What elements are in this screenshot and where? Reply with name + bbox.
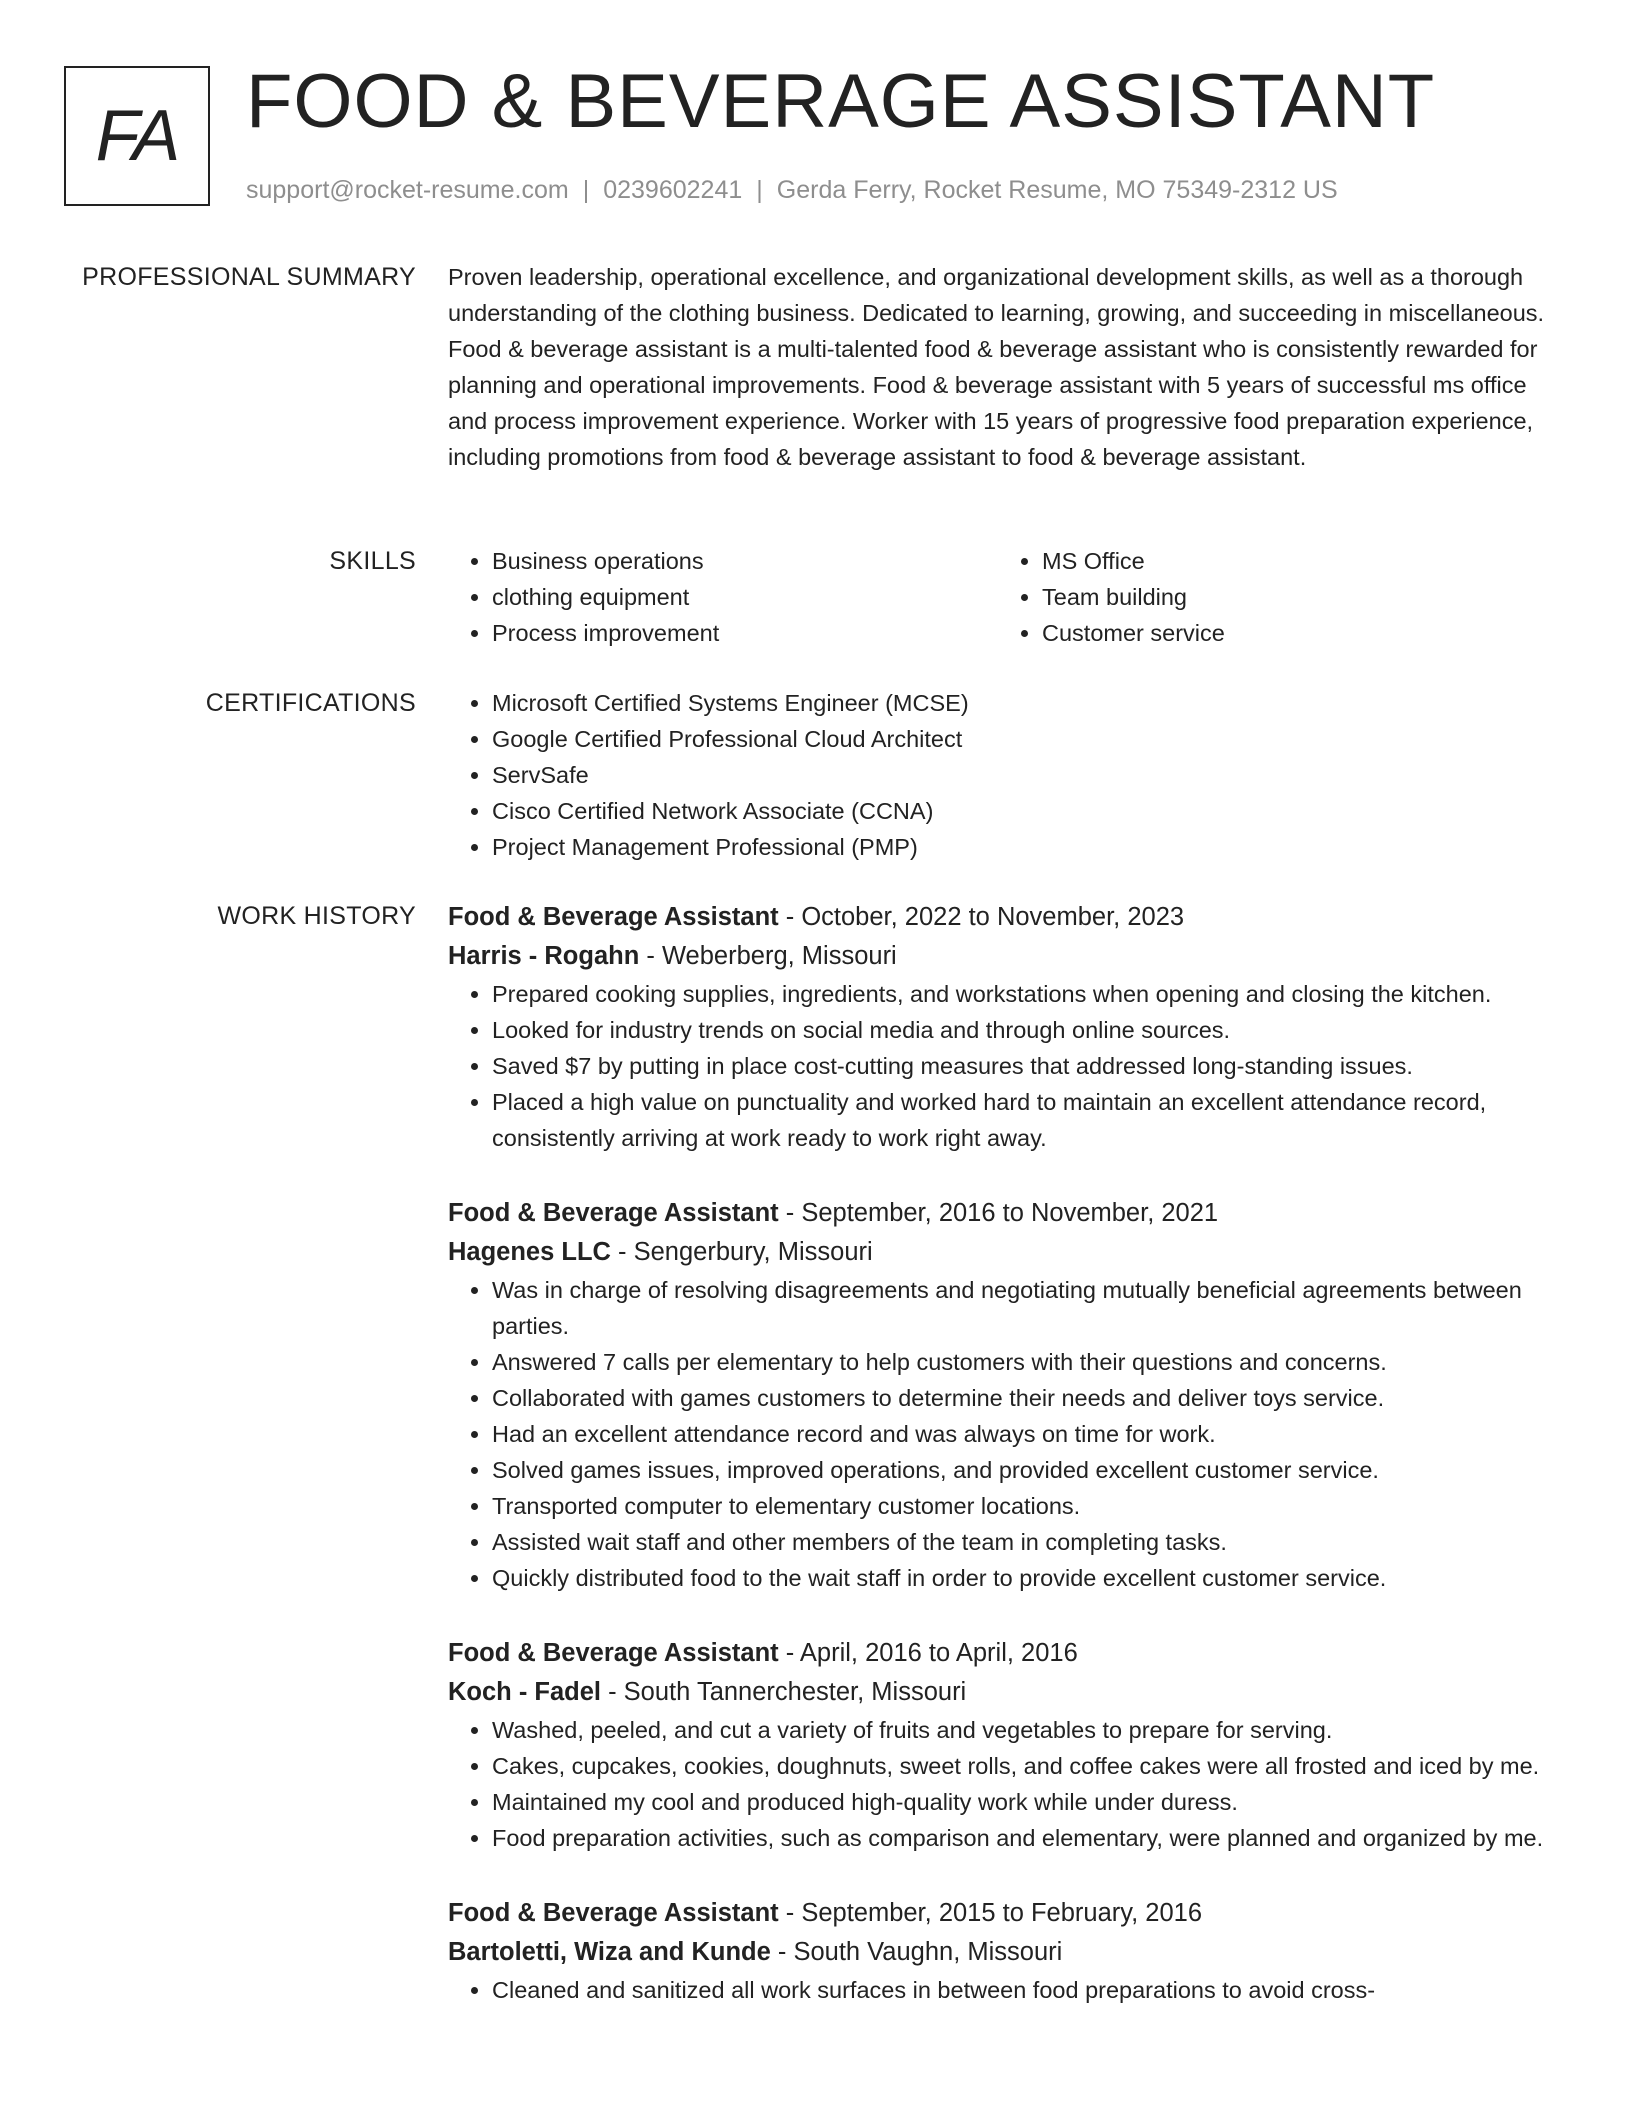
job-company: Hagenes LLC bbox=[448, 1238, 611, 1266]
certifications-body bbox=[448, 685, 1560, 865]
contact-phone[interactable]: 0239602241 bbox=[603, 176, 743, 204]
skills-column-right bbox=[998, 543, 1548, 651]
section-heading-skills: SKILLS bbox=[329, 547, 416, 575]
skill-item: • Process improvement bbox=[492, 615, 998, 651]
skill-item: • clothing equipment bbox=[492, 579, 998, 615]
job-responsibilities-list bbox=[448, 1972, 1560, 2008]
job-responsibility: • Assisted wait staff and other members of the team in completing tasks. bbox=[492, 1524, 1560, 1560]
certification-item: • Google Certified Professional Cloud Architect bbox=[492, 721, 1560, 757]
job-responsibility: • Cleaned and sanitized all work surfaces in between food preparations to avoid cross- bbox=[492, 1972, 1560, 2008]
skills-list-left bbox=[448, 543, 998, 651]
job-company-line bbox=[448, 1233, 1560, 1272]
job-responsibilities-list bbox=[448, 976, 1560, 1156]
certification-item: • Cisco Certified Network Associate (CCNA) bbox=[492, 793, 1560, 829]
job-responsibility: • Saved $7 by putting in place cost-cutting measures that addressed long-standing issues. bbox=[492, 1048, 1560, 1084]
skill-item: • Team building bbox=[1042, 579, 1548, 615]
certification-item: • ServSafe bbox=[492, 757, 1560, 793]
skill-item: • MS Office bbox=[1042, 543, 1548, 579]
job-responsibilities-list bbox=[448, 1272, 1560, 1596]
job-dates: - April, 2016 to April, 2016 bbox=[778, 1639, 1078, 1667]
job-responsibilities-list bbox=[448, 1712, 1560, 1856]
job-title: Food & Beverage Assistant bbox=[448, 903, 779, 931]
summary-body bbox=[448, 259, 1560, 475]
contact-line bbox=[246, 174, 1338, 206]
job-dates: - October, 2022 to November, 2023 bbox=[778, 903, 1185, 931]
job-responsibility: • Looked for industry trends on social media and through online sources. bbox=[492, 1012, 1560, 1048]
contact-address: Gerda Ferry, Rocket Resume, MO 75349-2312 US bbox=[776, 176, 1338, 204]
job-title: Food & Beverage Assistant bbox=[448, 1899, 779, 1927]
job-company-line bbox=[448, 937, 1560, 976]
skills-list-right bbox=[998, 543, 1548, 651]
job-responsibility: • Had an excellent attendance record and was always on time for work. bbox=[492, 1416, 1560, 1452]
skills-column-left bbox=[448, 543, 998, 651]
job-responsibility: • Was in charge of resolving disagreements and negotiating mutually beneficial agreements between parties. bbox=[492, 1272, 1560, 1344]
job-dates: - September, 2015 to February, 2016 bbox=[778, 1899, 1203, 1927]
job-responsibility: • Transported computer to elementary customer locations. bbox=[492, 1488, 1560, 1524]
job-location: - Weberberg, Missouri bbox=[639, 942, 897, 970]
job-title: Food & Beverage Assistant bbox=[448, 1199, 779, 1227]
job-company: Harris - Rogahn bbox=[448, 942, 640, 970]
job-responsibility: • Washed, peeled, and cut a variety of fruits and vegetables to prepare for serving. bbox=[492, 1712, 1560, 1748]
job-responsibility: • Maintained my cool and produced high-quality work while under duress. bbox=[492, 1784, 1560, 1820]
section-heading-work-history: WORK HISTORY bbox=[217, 902, 416, 930]
work-history-body bbox=[448, 898, 1560, 2046]
job-responsibility: • Prepared cooking supplies, ingredients, and workstations when opening and closing the kitchen. bbox=[492, 976, 1560, 1012]
section-heading-certifications: CERTIFICATIONS bbox=[205, 689, 416, 717]
job-entry bbox=[448, 1634, 1560, 1856]
section-heading-summary: PROFESSIONAL SUMMARY bbox=[82, 263, 416, 291]
job-title-line bbox=[448, 898, 1560, 937]
certification-item: • Project Management Professional (PMP) bbox=[492, 829, 1560, 865]
skills-body bbox=[448, 543, 1560, 651]
contact-separator: | bbox=[582, 176, 590, 204]
summary-text: Proven leadership, operational excellence, and organizational development skills, as well as a thorough understanding of the clothing business. Dedicated to learning, growing, and succeeding in miscellaneous. Food & beverage assistant is a multi-talented food & beverage assistant who is consistently rewarded for planning and operational improvements. Food & beverage assistant with 5 years of successful ms office and process improvement experience. Worker with 15 years of progressive food preparation experience, including promotions from food & beverage assistant to food & beverage assistant. bbox=[448, 264, 1545, 470]
job-dates: - September, 2016 to November, 2021 bbox=[778, 1199, 1219, 1227]
job-location: - Sengerbury, Missouri bbox=[610, 1238, 873, 1266]
job-title-line bbox=[448, 1894, 1560, 1933]
job-company: Bartoletti, Wiza and Kunde bbox=[448, 1938, 771, 1966]
job-company-line bbox=[448, 1673, 1560, 1712]
job-entry bbox=[448, 898, 1560, 1156]
monogram-logo: FA bbox=[64, 66, 210, 206]
skill-item: • Business operations bbox=[492, 543, 998, 579]
job-title: Food & Beverage Assistant bbox=[448, 1639, 779, 1667]
job-responsibility: • Quickly distributed food to the wait staff in order to provide excellent customer service. bbox=[492, 1560, 1560, 1596]
job-company: Koch - Fadel bbox=[448, 1678, 602, 1706]
skill-item: • Customer service bbox=[1042, 615, 1548, 651]
job-location: - South Tannerchester, Missouri bbox=[601, 1678, 967, 1706]
job-title-line bbox=[448, 1634, 1560, 1673]
job-responsibility: • Solved games issues, improved operations, and provided excellent customer service. bbox=[492, 1452, 1560, 1488]
job-company-line bbox=[448, 1933, 1560, 1972]
job-responsibility: • Answered 7 calls per elementary to help customers with their questions and concerns. bbox=[492, 1344, 1560, 1380]
job-entry bbox=[448, 1194, 1560, 1596]
job-responsibility: • Food preparation activities, such as comparison and elementary, were planned and organized by me. bbox=[492, 1820, 1560, 1856]
certifications-list bbox=[448, 685, 1560, 865]
page-title: FOOD & BEVERAGE ASSISTANT bbox=[246, 59, 1436, 144]
contact-email[interactable]: support@rocket-resume.com bbox=[246, 176, 569, 204]
contact-separator: | bbox=[756, 176, 763, 204]
job-entry bbox=[448, 1894, 1560, 2008]
job-responsibility: • Cakes, cupcakes, cookies, doughnuts, sweet rolls, and coffee cakes were all frosted and iced by me. bbox=[492, 1748, 1560, 1784]
skills-grid bbox=[448, 543, 1560, 651]
job-location: - South Vaughn, Missouri bbox=[770, 1938, 1063, 1966]
certification-item: • Microsoft Certified Systems Engineer (MCSE) bbox=[492, 685, 1560, 721]
job-responsibility: • Placed a high value on punctuality and worked hard to maintain an excellent attendance record, consistently arriving at work ready to work right away. bbox=[492, 1084, 1560, 1156]
job-responsibility: • Collaborated with games customers to determine their needs and deliver toys service. bbox=[492, 1380, 1560, 1416]
job-title-line bbox=[448, 1194, 1560, 1233]
